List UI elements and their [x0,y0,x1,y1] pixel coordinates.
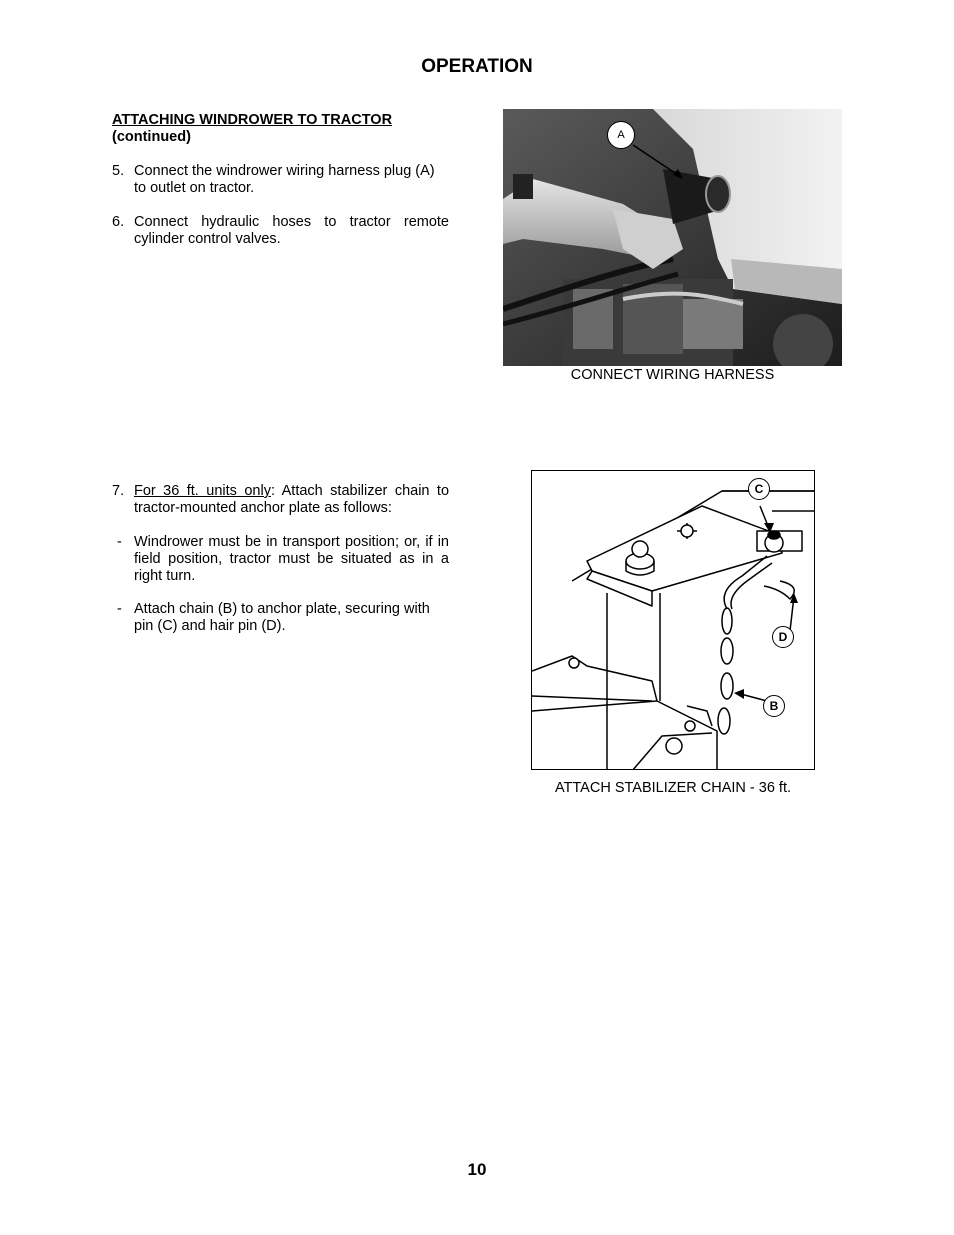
step-7 [112,483,449,517]
page-title: OPERATION [421,56,533,77]
callout-c: C [748,478,770,500]
step-number: 5. [112,163,125,179]
step-number: 7. [112,483,125,499]
substep-bullet: - [117,534,122,550]
section-heading [112,112,392,146]
step-text-rest: : Attach stabilizer chain to tractor-mounted anchor plate as follows: [134,483,450,516]
step-text: Connect hydraulic hoses to tractor remote cylinder control valves. [134,214,449,247]
section-subtitle: (continued) [112,129,191,145]
step-emphasis: For 36 ft. units only [134,483,271,499]
wiring-harness-photo [503,109,842,366]
substep-1 [112,534,449,585]
step-text: Connect the windrower wiring harness plug (A) to outlet on tractor. [134,163,435,196]
callout-a: A [607,121,635,149]
figure-caption-wiring: CONNECT WIRING HARNESS [570,367,775,383]
step-text [134,483,449,517]
figure-caption-chain: ATTACH STABILIZER CHAIN - 36 ft. [554,780,792,796]
page-number: 10 [467,1160,487,1179]
step-6 [112,214,449,248]
callout-d: D [772,626,794,648]
callout-b: B [763,695,785,717]
section-title: ATTACHING WINDROWER TO TRACTOR [112,112,393,128]
substep-bullet: - [117,601,122,617]
substep-text: Attach chain (B) to anchor plate, securing with pin (C) and hair pin (D). [134,601,430,634]
substep-text: Windrower must be in transport position; or, if in field position, tractor must be situated as in a right turn. [134,534,449,584]
wiring-harness-illustration [503,109,842,366]
stabilizer-chain-drawing [531,470,815,770]
step-number: 6. [112,214,125,230]
stabilizer-chain-illustration [532,471,815,770]
substep-2 [112,601,449,635]
step-5 [112,163,449,197]
